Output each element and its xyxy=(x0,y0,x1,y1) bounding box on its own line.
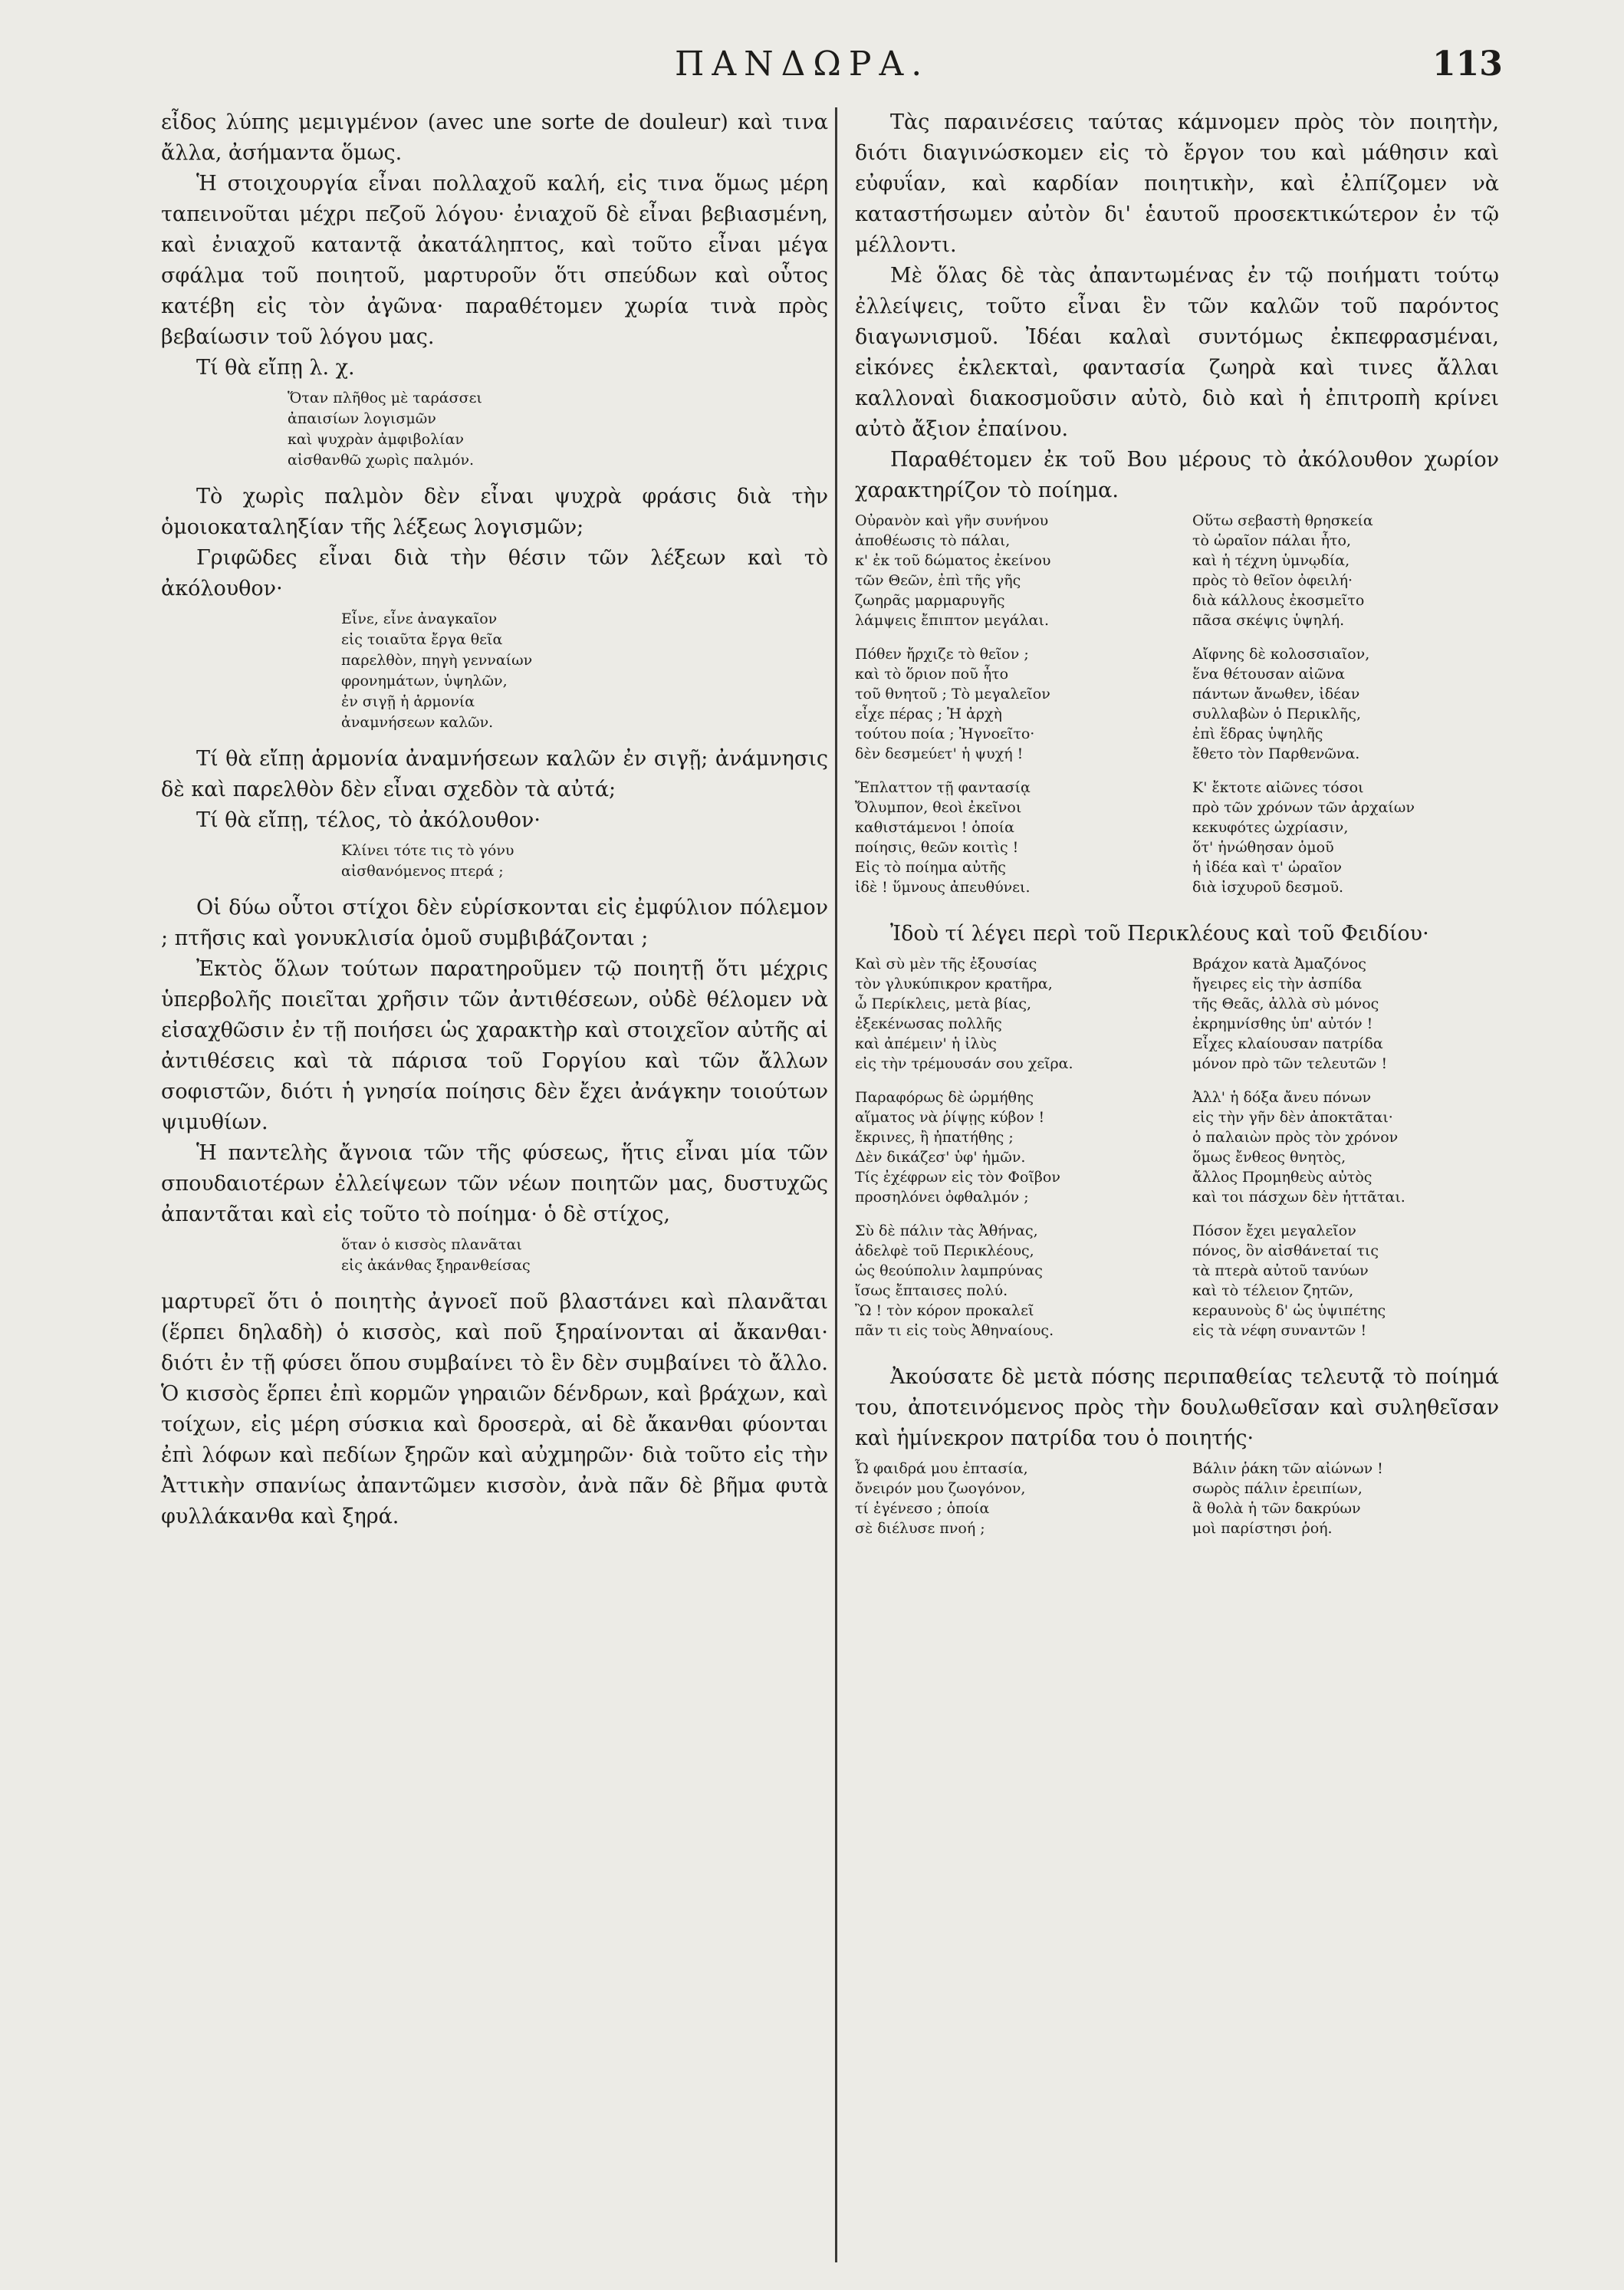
poem-stanza xyxy=(1192,1221,1499,1341)
poem-stanza xyxy=(855,1087,1162,1207)
journal-title: ΠΑΝΔΩΡΑ. xyxy=(675,44,930,84)
column-divider xyxy=(835,107,837,2262)
verse-line: τῶν Θεῶν, ἐπὶ τῆς γῆς xyxy=(855,572,1021,589)
paragraph: Γριφῶδες εἶναι διὰ τὴν θέσιν τῶν λέξεων καὶ τὸ ἀκόλουθον· xyxy=(161,546,828,600)
verse-line: ὅμως ἔνθεος θνητὸς, xyxy=(1192,1149,1346,1166)
verse-line: φρονημάτων, ὑψηλῶν, xyxy=(341,673,508,689)
verse-line: Κλίνει τότε τις τὸ γόνυ xyxy=(341,842,514,859)
poem-stanza xyxy=(1192,1087,1499,1207)
paragraph: Τί θὰ εἴπῃ λ. χ. xyxy=(196,356,355,380)
poem-stanza xyxy=(1192,778,1499,897)
verse-line: ἀπαισίων λογισμῶν xyxy=(288,410,436,427)
verse-line: αἰσθανθῶ χωρὶς παλμόν. xyxy=(288,452,475,469)
verse-line: αἰσθανόμενος πτερά ; xyxy=(341,863,504,880)
verse-line: ἐκρημνίσθης ὑπ' αὐτόν ! xyxy=(1192,1015,1373,1032)
paragraph: Τί θὰ εἴπῃ ἁρμονία ἀναμνήσεων καλῶν ἐν σιγῇ; ἀνάμνησις δὲ καὶ παρελθὸν δὲν εἶναι σχεδὸν τὰ αὐτά; xyxy=(161,747,828,801)
verse-line: παρελθὸν, πηγὴ γενναίων xyxy=(341,652,533,669)
paragraph: Τὸ χωρὶς παλμὸν δὲν εἶναι ψυχρὰ φράσις διὰ τὴν ὁμοιοκαταληξίαν τῆς λέξεως λογισμῶν; xyxy=(161,485,828,539)
poem-excerpt-2 xyxy=(855,954,1499,1354)
verse-line: λάμψεις ἔπιπτον μεγάλαι. xyxy=(855,612,1049,629)
poem-stanza xyxy=(1192,954,1499,1074)
verse-line: Βάλιν ῥάκη τῶν αἰώνων ! xyxy=(1192,1460,1383,1477)
verse-line: τοῦ θνητοῦ ; Τὸ μεγαλεῖον xyxy=(855,686,1050,702)
paragraph: μαρτυρεῖ ὅτι ὁ ποιητὴς ἀγνοεῖ ποῦ βλαστάνει καὶ πλανᾶται (ἕρπει δηλαδὴ) ὁ κισσὸς, καὶ ποῦ ξηραίνονται αἱ ἄκανθαι· διότι ἐν τῇ φύσει ὅπου συμβαίνει τὸ ἓν δὲν συμβαίνει τὸ ἄλλο. Ὁ κισσὸς ἕρπει ἐπὶ κορμῶν γηραιῶν δένδρων, καὶ βράχων, καὶ τοίχων, εἰς μέρη σύσκια καὶ δροσερὰ, αἱ δὲ ἄκανθαι φύονται ἐπὶ λόφων καὶ πεδίων ξηρῶν καὶ αὐχμηρῶν· διὰ τοῦτο εἰς τὴν Ἀττικὴν σπανίως ἀπαντῶμεν κισσὸν, ἀνὰ πᾶν δὲ βῆμα φυτὰ φυλλάκανθα καὶ ξηρά. xyxy=(161,1290,828,1528)
verse-line: ὅτ' ἡνώθησαν ὁμοῦ xyxy=(1192,839,1334,856)
page-number: 113 xyxy=(1432,44,1503,84)
verse-line: καὶ τὸ ὅριον ποῦ ἦτο xyxy=(855,666,1009,683)
verse-line: τὸ ὡραῖον πάλαι ἦτο, xyxy=(1192,532,1352,549)
verse-line: Βράχον κατὰ Ἀμαζόνος xyxy=(1192,956,1366,972)
verse-line: Τίς ἐχέφρων εἰς τὸν Φοῖβον xyxy=(855,1169,1060,1186)
verse-line: σὲ διέλυσε πνοή ; xyxy=(855,1520,985,1537)
poem-stanza xyxy=(855,644,1162,764)
verse-line: πᾶσα σκέψις ὑψηλή. xyxy=(1192,612,1345,629)
paragraph: Οἱ δύω οὗτοι στίχοι δὲν εὑρίσκονται εἰς ἐμφύλιον πόλεμον ; πτῆσις καὶ γονυκλισία ὁμοῦ συμβιβάζονται ; xyxy=(161,896,828,950)
verse-line: Οὕτω σεβαστὴ θρησκεία xyxy=(1192,512,1373,529)
verse-line: τί ἐγένεσο ; ὁποία xyxy=(855,1500,990,1517)
verse-line: ἔθετο τὸν Παρθενῶνα. xyxy=(1192,745,1360,762)
verse-line: ἐπὶ ἕδρας ὑψηλῆς xyxy=(1192,725,1323,742)
verse-line: καθιστάμενοι ! ὁποία xyxy=(855,819,1014,836)
verse-line: τὸν γλυκύπικρον κρατῆρα, xyxy=(855,976,1053,992)
verse-line: τὰ πτερὰ αὐτοῦ τανύων xyxy=(1192,1262,1369,1279)
verse-line: Εἰς τὸ ποίημα αὐτῆς xyxy=(855,859,1006,876)
verse-line: Ὅταν πλῆθος μὲ ταράσσει xyxy=(288,390,482,406)
verse-line: ἴσως ἔπταισες πολύ. xyxy=(855,1282,1008,1299)
verse-line: ὄνειρόν μου ζωογόνον, xyxy=(855,1480,1026,1497)
verse-line: ἰδὲ ! ὕμνους ἀπευθύνει. xyxy=(855,879,1031,896)
left-column xyxy=(161,107,828,1532)
poem-stanza xyxy=(1192,511,1499,630)
verse-line: ὅταν ὁ κισσὸς πλανᾶται xyxy=(341,1236,522,1253)
poem-column-right xyxy=(1192,1459,1499,1552)
poem-stanza xyxy=(1192,1459,1499,1538)
verse-line: τῆς Θεᾶς, ἀλλὰ σὺ μόνος xyxy=(1192,995,1379,1012)
poem-stanza xyxy=(855,778,1162,897)
verse-line: ἤγειρες εἰς τὴν ἀσπίδα xyxy=(1192,976,1363,992)
verse-line: Ὦ φαιδρά μου ἐπτασία, xyxy=(855,1460,1028,1477)
page-header xyxy=(0,44,1624,98)
verse-line: ὡς θεούπολιν λαμπρύνας xyxy=(855,1262,1043,1279)
verse-line: Σὺ δὲ πάλιν τὰς Ἀθήνας, xyxy=(855,1222,1038,1239)
verse-line: καὶ ψυχρὰν ἀμφιβολίαν xyxy=(288,431,464,448)
poem-excerpt-3 xyxy=(855,1459,1499,1552)
verse-line: εἰς τὰ νέφη συναντῶν ! xyxy=(1192,1322,1367,1339)
verse-line: Πόθεν ἤρχιζε τὸ θεῖον ; xyxy=(855,646,1029,663)
verse-quote xyxy=(341,609,828,733)
verse-line: ὦ Περίκλεις, μετὰ βίας, xyxy=(855,995,1032,1012)
verse-line: καὶ τοι πάσχων δὲν ἡττᾶται. xyxy=(1192,1189,1405,1206)
paragraph: Ἐκτὸς ὅλων τούτων παρατηροῦμεν τῷ ποιητῇ ὅτι μέχρις ὑπερβολῆς ποιεῖται χρῆσιν τῶν ἀντιθέσεων, οὐδὲ θέλομεν νὰ εἰσαχθῶσιν ἐν τῇ ποιήσει ὡς χαρακτὴρ καὶ στοιχεῖον αὐτῆς αἱ ἀντιθέσεις καὶ τὰ πάρισα τοῦ Γοργίου καὶ τῶν ἄλλων σοφιστῶν, διότι ἡ γνησία ποίησις δὲν ἔχει ἀνάγκην τοιούτων ψιμυθίων. xyxy=(161,957,828,1134)
paragraph: Ἰδοὺ τί λέγει περὶ τοῦ Περικλέους καὶ τοῦ Φειδίου· xyxy=(890,922,1429,946)
verse-line: κεραυνοὺς δ' ὡς ὑψιπέτης xyxy=(1192,1302,1386,1319)
verse-line: ἀδελφὲ τοῦ Περικλέους, xyxy=(855,1242,1034,1259)
verse-line: Εἶχες κλαίουσαν πατρίδα xyxy=(1192,1035,1383,1052)
verse-quote xyxy=(288,388,828,471)
verse-line: ὁ παλαιὼν πρὸς τὸν χρόνον xyxy=(1192,1129,1399,1146)
verse-line: μοὶ παρίστησι ῥοή. xyxy=(1192,1520,1333,1537)
verse-line: ἀναμνήσεων καλῶν. xyxy=(341,714,494,731)
verse-line: προσηλόνει ὀφθαλμόν ; xyxy=(855,1189,1029,1206)
verse-line: ποίησις, θεῶν κοιτὶς ! xyxy=(855,839,1019,856)
verse-line: καὶ ἡ τέχνη ὑμνῳδία, xyxy=(1192,552,1350,569)
paragraph: Ἡ παντελὴς ἄγνοια τῶν τῆς φύσεως, ἥτις εἶναι μία τῶν σπουδαιοτέρων ἐλλείψεων τῶν νέων ποιητῶν μας, δυστυχῶς ἀπαντᾶται καὶ εἰς τοῦτο τὸ ποίημα· ὁ δὲ στίχος, xyxy=(161,1141,828,1226)
paragraph: Μὲ ὅλας δὲ τὰς ἀπαντωμένας ἐν τῷ ποιήματι τούτῳ ἐλλείψεις, τοῦτο εἶναι ἓν τῶν καλῶν τοῦ παρόντος διαγωνισμοῦ. Ἰδέαι καλαὶ συντόμως ἐκπεφρασμέναι, εἰκόνες ἐκλεκταὶ, φαντασία ζωηρὰ καὶ τινες ἄλλαι καλλοναὶ διακοσμοῦσιν αὐτὸ, διὸ καὶ ἡ ἐπιτροπὴ κρίνει αὐτὸ ἄξιον ἐπαίνου. xyxy=(855,264,1499,441)
right-column xyxy=(855,107,1499,1560)
verse-line: δὲν δεσμεύετ' ἡ ψυχή ! xyxy=(855,745,1024,762)
paragraph: Ἡ στοιχουργία εἶναι πολλαχοῦ καλή, εἰς τινα ὅμως μέρη ταπεινοῦται μέχρι πεζοῦ λόγου· ἐνιαχοῦ δὲ εἶναι βεβιασμένη, καὶ ἐνιαχοῦ καταντᾷ ἀκατάληπτος, καὶ τοῦτο εἶναι μέγα σφάλμα τοῦ ποιητοῦ, μαρτυροῦν ὅτι σπεύδων καὶ οὗτος κατέβη εἰς τὸν ἀγῶνα· παραθέτομεν χωρία τινὰ πρὸς βεβαίωσιν τοῦ λόγου μας. xyxy=(161,172,828,349)
verse-line: Ἔπλαττον τῇ φαντασίᾳ xyxy=(855,779,1031,796)
verse-line: πρὸς τὸ θεῖον ὀφειλή· xyxy=(1192,572,1353,589)
verse-line: ζωηρᾶς μαρμαρυγῆς xyxy=(855,592,1005,609)
poem-column-left xyxy=(855,1459,1162,1552)
poem-column-left xyxy=(855,954,1162,1354)
verse-line: πᾶν τι εἰς τοὺς Ἀθηναίους. xyxy=(855,1322,1054,1339)
paragraph: εἶδος λύπης μεμιγμένον (avec une sorte de douleur) καὶ τινα ἄλλα, ἀσήμαντα ὅμως. xyxy=(161,110,828,165)
poem-stanza xyxy=(855,511,1162,630)
poem-stanza xyxy=(855,1459,1162,1538)
paragraph: Παραθέτομεν ἐκ τοῦ Βου μέρους τὸ ἀκόλουθον χωρίον χαρακτηρίζον τὸ ποίημα. xyxy=(855,448,1499,502)
verse-line: Καὶ σὺ μὲν τῆς ἐξουσίας xyxy=(855,956,1037,972)
verse-line: πρὸ τῶν χρόνων τῶν ἀρχαίων xyxy=(1192,799,1415,816)
verse-line: Κ' ἔκτοτε αἰῶνες τόσοι xyxy=(1192,779,1364,796)
verse-line: κ' ἐκ τοῦ δώματος ἐκείνου xyxy=(855,552,1051,569)
verse-line: διὰ ἰσχυροῦ δεσμοῦ. xyxy=(1192,879,1344,896)
verse-line: εἰς τοιαῦτα ἔργα θεῖα xyxy=(341,631,503,648)
verse-line: σωρὸς πάλιν ἐρειπίων, xyxy=(1192,1480,1363,1497)
verse-line: Ἀλλ' ἡ δόξα ἄνευ πόνων xyxy=(1192,1089,1372,1106)
paragraph: Τί θὰ εἴπῃ, τέλος, τὸ ἀκόλουθον· xyxy=(196,808,541,832)
verse-line: αἵματος νὰ ῥίψῃς κύβον ! xyxy=(855,1109,1045,1126)
paragraph: Τὰς παραινέσεις ταύτας κάμνομεν πρὸς τὸν ποιητὴν, διότι διαγινώσκομεν εἰς τὸ ἔργον του καὶ μάθησιν καὶ εὐφυΐαν, καὶ καρδίαν ποιητικὴν, καὶ ἐλπίζομεν νὰ καταστήσωμεν αὐτὸν δι' ἑαυτοῦ προσεκτικώτερον ἐν τῷ μέλλοντι. xyxy=(855,110,1499,257)
verse-line: ἀποθέωσις τὸ πάλαι, xyxy=(855,532,1011,549)
verse-quote xyxy=(341,841,828,882)
verse-quote xyxy=(341,1235,828,1276)
verse-line: εἶχε πέρας ; Ἡ ἀρχὴ xyxy=(855,706,1002,722)
poem-stanza xyxy=(1192,644,1499,764)
verse-line: ἡ ἰδέα καὶ τ' ὡραῖον xyxy=(1192,859,1342,876)
verse-line: πόνος, ὃν αἰσθάνεταί τις xyxy=(1192,1242,1379,1259)
verse-line: ἔκρινες, ἢ ἠπατήθης ; xyxy=(855,1129,1014,1146)
verse-line: Ὢ ! τὸν κόρον προκαλεῖ xyxy=(855,1302,1034,1319)
verse-line: εἰς τὴν τρέμουσάν σου χεῖρα. xyxy=(855,1055,1073,1072)
poem-stanza xyxy=(855,1221,1162,1341)
verse-line: εἰς τὴν γῆν δὲν ἀποκτᾶται· xyxy=(1192,1109,1393,1126)
paragraph: Ἀκούσατε δὲ μετὰ πόσης περιπαθείας τελευτᾷ τὸ ποίημά του, ἀποτεινόμενος πρὸς τὴν δουλωθεῖσαν καὶ συληθεῖσαν καὶ ἡμίνεκρον πατρίδα του ὁ ποιητής· xyxy=(855,1365,1499,1450)
verse-line: ἕνα θέτουσαν αἰῶνα xyxy=(1192,666,1345,683)
poem-column-right xyxy=(1192,954,1499,1354)
verse-line: ἄλλος Προμηθεὺς αὐτὸς xyxy=(1192,1169,1373,1186)
verse-line: Παραφόρως δὲ ὡρμήθης xyxy=(855,1089,1034,1106)
verse-line: διὰ κάλλους ἐκοσμεῖτο xyxy=(1192,592,1365,609)
verse-line: Αἴφνης δὲ κολοσσιαῖον, xyxy=(1192,646,1370,663)
verse-line: ἐξεκένωσας πολλῆς xyxy=(855,1015,1002,1032)
verse-line: Δὲν δικάζεσ' ὑφ' ἡμῶν. xyxy=(855,1149,1026,1166)
verse-line: συλλαβὼν ὁ Περικλῆς, xyxy=(1192,706,1361,722)
verse-line: Εἶνε, εἶνε ἀναγκαῖον xyxy=(341,610,498,627)
verse-line: πάντων ἄνωθεν, ἰδέαν xyxy=(1192,686,1360,702)
poem-column-right xyxy=(1192,511,1499,911)
poem-excerpt-1 xyxy=(855,511,1499,911)
verse-line: καὶ ἀπέμειν' ἡ ἰλὺς xyxy=(855,1035,997,1052)
verse-line: καὶ τὸ τέλειον ζητῶν, xyxy=(1192,1282,1354,1299)
poem-column-left xyxy=(855,511,1162,911)
verse-line: Ὄλυμπον, θεοὶ ἐκεῖνοι xyxy=(855,799,1022,816)
poem-stanza xyxy=(855,954,1162,1074)
verse-line: τούτου ποία ; Ἠγνοεῖτο· xyxy=(855,725,1035,742)
verse-line: κεκυφότες ὠχρίασιν, xyxy=(1192,819,1349,836)
verse-line: μόνον πρὸ τῶν τελευτῶν ! xyxy=(1192,1055,1388,1072)
verse-line: εἰς ἀκάνθας ξηρανθείσας xyxy=(341,1257,531,1274)
verse-line: Οὐρανὸν καὶ γῆν συνήνου xyxy=(855,512,1049,529)
verse-line: ἐν σιγῇ ἡ ἁρμονία xyxy=(341,693,475,710)
verse-line: Πόσον ἔχει μεγαλεῖον xyxy=(1192,1222,1356,1239)
verse-line: ἃ θολὰ ἡ τῶν δακρύων xyxy=(1192,1500,1361,1517)
